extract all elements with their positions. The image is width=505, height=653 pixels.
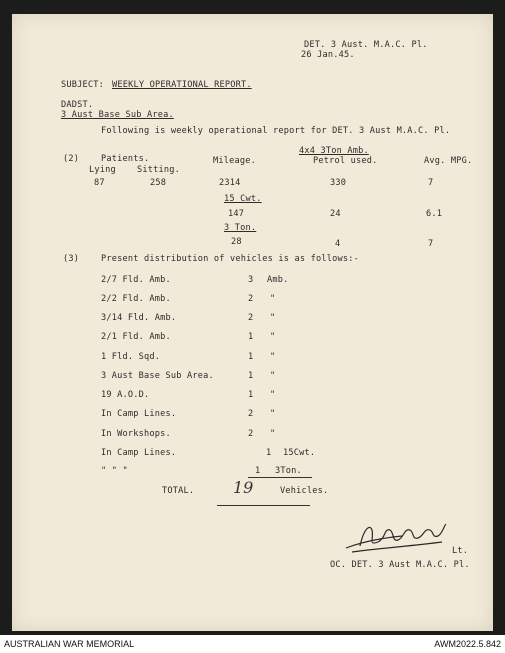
vehicle-count: 1 [248,352,254,362]
subject-label: SUBJECT: [61,80,104,90]
total-underline [217,505,310,506]
total-label: TOTAL. [162,486,195,496]
subject-text: WEEKLY OPERATIONAL REPORT. [112,80,252,90]
unit-name: In Workshops. [101,429,171,439]
petrol-label: Petrol used. [313,156,378,166]
row2-vehicle: 15 Cwt. [224,194,262,204]
vehicle-count: 2 [248,409,254,419]
unit-name: " " " [101,466,128,476]
signature-title: OC. DET. 3 Aust M.A.C. Pl. [330,560,470,570]
vehicle-count: 2 [248,313,254,323]
header-date: 26 Jan.45. [301,50,355,60]
vehicle-count: 3 [248,275,254,285]
section2-number: (2) [63,154,80,164]
unit-name: In Camp Lines. [101,409,177,419]
row3-vehicle: 3 Ton. [224,223,257,233]
divider-line [248,477,312,478]
mpg-label: Avg. MPG. [424,156,473,166]
row3-mpg: 7 [428,239,434,249]
vehicle-type: " [270,371,276,381]
vehicle-type: " [270,390,276,400]
vehicle-count: 2 [248,429,254,439]
unit-name: In Camp Lines. [101,448,177,458]
row1-lying: 87 [94,178,105,188]
vehicle-type: 15Cwt. [283,448,316,458]
header-unit: DET. 3 Aust. M.A.C. Pl. [304,40,428,50]
vehicle-type: " [270,352,276,362]
vehicle-count: 1 [248,332,254,342]
vehicle-type: " [270,313,276,323]
unit-name: 2/7 Fld. Amb. [101,275,171,285]
row1-mpg: 7 [428,178,434,188]
mileage-label: Mileage. [213,156,256,166]
unit-name: 3/14 Fld. Amb. [101,313,177,323]
vehicle-count: 1 [248,371,254,381]
row1-mileage: 2314 [219,178,241,188]
total-unit: Vehicles. [280,486,329,496]
row3-petrol: 4 [335,239,341,249]
unit-name: 2/1 Fld. Amb. [101,332,171,342]
sitting-label: Sitting. [137,165,180,175]
signature-image [342,516,452,556]
vehicle-count: 1 [255,466,261,476]
total-value: 19 [233,478,254,497]
vehicle-type: " [270,332,276,342]
vehicle-type: " [270,429,276,439]
addressee-line2: 3 Aust Base Sub Area. [61,110,174,120]
vehicle-type: " [270,409,276,419]
vehicle-count: 2 [248,294,254,304]
vehicle-count: 1 [266,448,272,458]
unit-name: 19 A.O.D. [101,390,150,400]
section3-intro: Present distribution of vehicles is as follows:- [101,254,359,264]
signature-rank: Lt. [452,546,469,556]
unit-name: 1 Fld. Sqd. [101,352,161,362]
row2-mileage: 147 [228,209,245,219]
document-page [12,14,493,631]
footer-bar [0,635,505,653]
row3-mileage: 28 [231,237,242,247]
addressee-line1: DADST. [61,100,94,110]
unit-name: 2/2 Fld. Amb. [101,294,171,304]
section3-number: (3) [63,254,80,264]
row2-mpg: 6.1 [426,209,443,219]
intro-text: Following is weekly operational report for DET. 3 Aust M.A.C. Pl. [101,126,451,136]
vehicle-type-label: 4x4 3Ton Amb. [299,146,369,156]
patients-label: Patients. [101,154,150,164]
footer-source: AUSTRALIAN WAR MEMORIAL [4,639,135,649]
vehicle-type: 3Ton. [275,466,302,476]
vehicle-type: Amb. [267,275,289,285]
row1-petrol: 330 [330,178,347,188]
row2-petrol: 24 [330,209,341,219]
lying-label: Lying [89,165,116,175]
vehicle-type: " [270,294,276,304]
vehicle-count: 1 [248,390,254,400]
unit-name: 3 Aust Base Sub Area. [101,371,214,381]
footer-id: AWM2022.5.842 [434,639,501,649]
row1-sitting: 258 [150,178,167,188]
